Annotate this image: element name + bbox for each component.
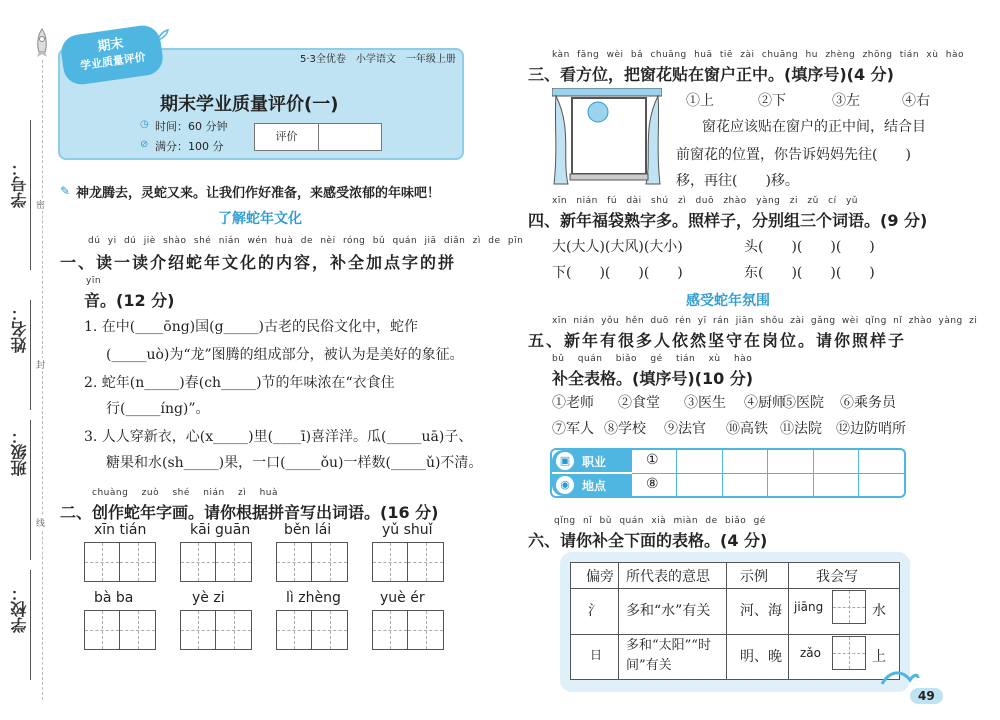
- r1-meaning: 多和“水”有关: [626, 603, 711, 619]
- page-title: 期末学业质量评价(一): [160, 94, 339, 115]
- side-underline-2: [30, 300, 31, 410]
- location-icon: ◉: [556, 476, 574, 494]
- word-pinyin-5: bà ba: [94, 590, 134, 606]
- job-row-label: 职业: [582, 455, 607, 469]
- th-radical: 偏旁: [586, 569, 614, 585]
- side-label-xingming: 姓名：: [10, 305, 29, 353]
- side-underline-3: [30, 420, 31, 560]
- word-pinyin-4: yǔ shuǐ: [382, 522, 433, 538]
- q2-pinyin: chuàng zuò shé nián zì huà: [92, 488, 279, 498]
- q5-opt-1: ①老师: [552, 395, 594, 411]
- series-label: 5·3全优卷 小学语文 一年级上册: [300, 54, 456, 65]
- th-example: 示例: [740, 569, 768, 585]
- header-rocket-icon: [148, 28, 170, 54]
- r1-tail: 水: [872, 603, 886, 619]
- q5-opt-6: ⑥乘务员: [840, 395, 896, 411]
- eval-blank[interactable]: [319, 124, 381, 150]
- q5-opt-12: ⑫边防哨所: [836, 421, 906, 437]
- th-meaning: 所代表的意思: [626, 569, 710, 585]
- q1-line1b: (_____uò)为“龙”图腾的组成部分，被认为是美好的象征。: [106, 347, 464, 363]
- r1-example: 河、海: [740, 603, 782, 619]
- q6-title: 六、请你补全下面的表格。(4 分): [528, 531, 768, 550]
- word-pinyin-2: kāi guān: [190, 522, 251, 538]
- rocket-icon: [34, 28, 50, 62]
- writing-grid[interactable]: [84, 610, 156, 650]
- score-label: 满分：100 分: [155, 140, 224, 153]
- side-label-banji: 班级：: [10, 428, 29, 476]
- r1-radical: 氵: [588, 603, 602, 619]
- q3-title: 三、看方位，把窗花贴在窗户正中。(填序号)(4 分): [528, 65, 894, 84]
- r1-pinyin: jiāng: [794, 600, 824, 614]
- clock-icon: ◷: [140, 119, 149, 130]
- eval-box: [254, 123, 382, 151]
- writing-grid[interactable]: [180, 610, 252, 650]
- q5-pinyin2: bǔ quán biǎo gé tián xù hào: [552, 354, 753, 364]
- q1-line3b: 糖果和水(sh_____)果，一口(_____ǒu)一样数(_____ǔ)不清。: [106, 455, 483, 471]
- q1-line3a: 3. 人人穿新衣，心(x_____)里(____ī)喜洋洋。瓜(_____uā)子、: [84, 429, 473, 445]
- q4-row1b: 头( )( )( ): [744, 239, 875, 255]
- answer-cells[interactable]: [676, 450, 904, 496]
- q5-opt-11: ⑪法院: [780, 421, 822, 437]
- binding-strip: [0, 0, 50, 720]
- r2-radical: 日: [590, 648, 603, 662]
- q5-opt-8: ⑧学校: [604, 421, 646, 437]
- side-label-xuexiao: 学校：: [10, 585, 29, 633]
- snake-icon: ✎: [60, 184, 71, 198]
- word-pinyin-1: xīn tián: [94, 522, 147, 538]
- q3-pinyin: kàn fāng wèi bǎ chuāng huā tiē zài chuāng hu zhèng zhōng tián xù hào: [552, 50, 965, 60]
- q4-pinyin: xīn nián fú dài shú zì duō zhào yàng zi zǔ cí yǔ: [552, 196, 858, 206]
- q5-opt-4: ④厨师: [744, 395, 786, 411]
- r2-write-box[interactable]: [832, 636, 866, 670]
- writing-grid[interactable]: [372, 610, 444, 650]
- q5-opt-3: ③医生: [684, 395, 726, 411]
- q3-text2: 前窗花的位置，你告诉妈妈先往( ): [676, 147, 911, 163]
- r1-write-box[interactable]: [832, 590, 866, 624]
- q3-option-4: ④右: [902, 93, 930, 109]
- side-label-xuehao: 学号：: [10, 160, 29, 208]
- q1-pinyin2: yīn: [86, 276, 102, 286]
- check-icon: ⊘: [140, 139, 149, 150]
- q1-line2a: 2. 蛇年(n_____)春(ch_____)节的年味浓在“衣食住: [84, 375, 395, 391]
- time-label: 时间：60 分钟: [155, 120, 228, 133]
- writing-grid[interactable]: [276, 542, 348, 582]
- r2-example: 明、晚: [740, 649, 782, 665]
- badge-line2: 学业质量评价: [79, 50, 147, 73]
- q1-line2b: 行(_____íng)”。: [106, 401, 210, 417]
- cut-line: [42, 60, 43, 700]
- seal-char-mi: 密: [36, 198, 45, 211]
- q5-opt-5: ⑤医院: [782, 395, 824, 411]
- r2-tail: 上: [872, 649, 886, 665]
- r2-pinyin: zǎo: [800, 646, 821, 660]
- q2-title: 二、创作蛇年字画。请你根据拼音写出词语。(16 分): [60, 503, 439, 522]
- q3-option-3: ③左: [832, 93, 860, 109]
- th-write: 我会写: [816, 569, 858, 585]
- q5-title: 五、新年有很多人依然坚守在岗位。请你照样子: [528, 331, 907, 350]
- q3-option-2: ②下: [758, 93, 786, 109]
- q5-title2: 补全表格。(填序号)(10 分): [552, 369, 754, 388]
- intro-text: 神龙腾去，灵蛇又来。让我们作好准备，来感受浓郁的年味吧！: [76, 186, 441, 201]
- writing-grid[interactable]: [84, 542, 156, 582]
- q5-pinyin: xīn nián yǒu hěn duō rén yī rán jiān shǒu zài gǎng wèi qǐng nǐ zhào yàng zi: [552, 316, 978, 326]
- subtitle-atmosphere: 感受蛇年氛围: [686, 293, 770, 309]
- subtitle-culture: 了解蛇年文化: [218, 211, 302, 227]
- q4-row1a: 大(大人)(大风)(大小): [552, 239, 683, 255]
- q1-title: 一、读一读介绍蛇年文化的内容，补全加点字的拼: [60, 253, 457, 272]
- r2-meaning: 多和“太阳”“时间”有关: [626, 638, 711, 673]
- q1-title2: 音。(12 分): [84, 291, 175, 310]
- q3-option-1: ①上: [686, 93, 714, 109]
- q4-row2b: 东( )( )( ): [744, 265, 875, 281]
- q3-text3: 移，再往( )移。: [676, 173, 799, 189]
- side-underline-1: [30, 120, 31, 270]
- word-pinyin-6: yè zi: [192, 590, 225, 606]
- q5-opt-2: ②食堂: [618, 395, 660, 411]
- place-example: ⑧: [646, 476, 659, 492]
- q4-row2a: 下( )( )( ): [552, 265, 683, 281]
- badge-line1: 期末: [96, 36, 125, 55]
- q5-opt-10: ⑩高铁: [726, 421, 768, 437]
- window-illustration: [552, 88, 662, 192]
- q5-opt-9: ⑨法官: [664, 421, 706, 437]
- q1-line1a: 1. 在中(____ōng)国(g_____)古老的民俗文化中，蛇作: [84, 319, 419, 335]
- q1-pinyin: dú yi dú jiè shào shé nián wén huà de nèi róng bǔ quán jiā diǎn zì de pīn: [88, 236, 524, 246]
- word-pinyin-3: běn lái: [284, 522, 332, 538]
- seal-char-xian: 线: [36, 516, 45, 529]
- q5-opt-7: ⑦军人: [552, 421, 594, 437]
- word-pinyin-8: yuè ér: [380, 590, 425, 606]
- job-example: ①: [646, 452, 659, 468]
- briefcase-icon: ▣: [556, 452, 574, 470]
- q4-title: 四、新年福袋熟字多。照样子，分别组三个词语。(9 分): [528, 211, 928, 230]
- side-underline-4: [30, 570, 31, 680]
- writing-grid[interactable]: [276, 610, 348, 650]
- word-pinyin-7: lì zhèng: [286, 590, 341, 606]
- place-row-label: 地点: [582, 479, 607, 493]
- q3-text1: 窗花应该贴在窗户的正中间，结合目: [702, 119, 926, 135]
- q6-pinyin: qǐng nǐ bǔ quán xià miàn de biǎo gé: [554, 516, 766, 526]
- writing-grid[interactable]: [180, 542, 252, 582]
- writing-grid[interactable]: [372, 542, 444, 582]
- seal-char-feng: 封: [36, 358, 45, 371]
- page-number: 49: [910, 688, 943, 704]
- eval-label: 评价: [255, 124, 319, 150]
